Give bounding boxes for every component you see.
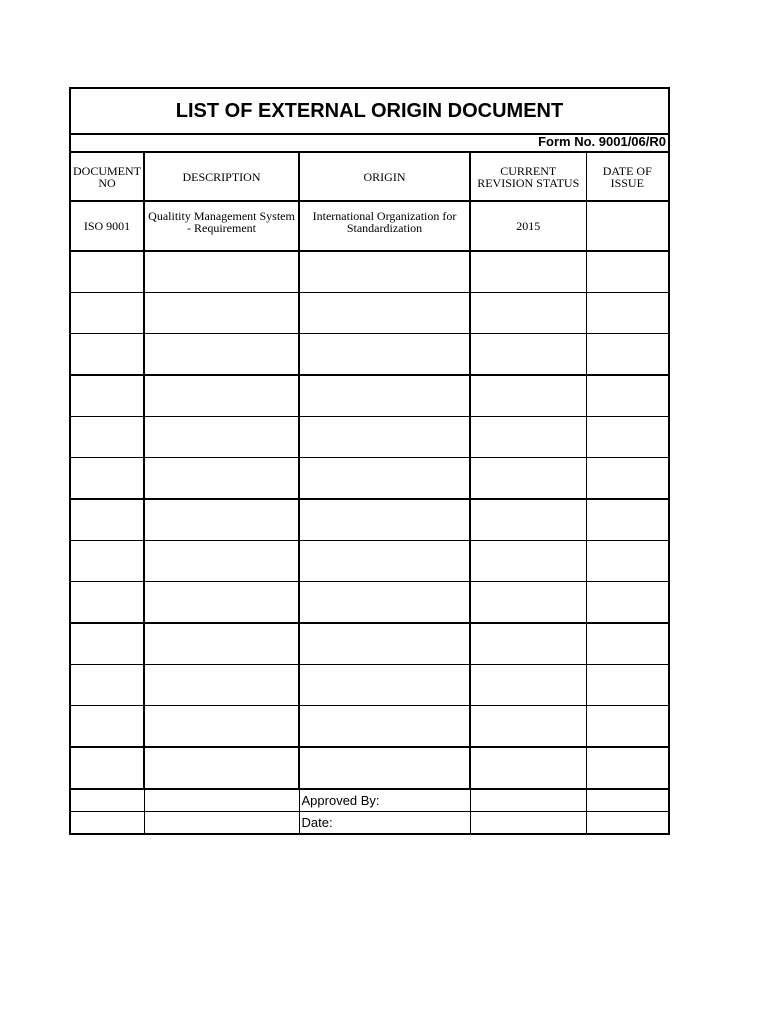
cell-date-of-issue[interactable] xyxy=(586,375,668,417)
cell-description[interactable] xyxy=(144,293,299,334)
footer-blank-cell[interactable] xyxy=(144,812,299,834)
cell-document-no[interactable]: ISO 9001 xyxy=(71,201,144,251)
cell-revision[interactable] xyxy=(470,417,586,458)
cell-date-of-issue[interactable] xyxy=(586,623,668,665)
cell-description[interactable] xyxy=(144,541,299,582)
cell-revision[interactable] xyxy=(470,706,586,748)
header-revision-status: CURRENT REVISION STATUS xyxy=(470,153,586,201)
cell-origin[interactable] xyxy=(299,334,470,376)
footer-blank-cell[interactable] xyxy=(586,789,668,812)
cell-description[interactable] xyxy=(144,417,299,458)
table-row xyxy=(71,582,668,624)
form-number: Form No. 9001/06/R0 xyxy=(71,135,668,153)
cell-origin[interactable] xyxy=(299,375,470,417)
cell-revision[interactable] xyxy=(470,458,586,500)
cell-date-of-issue[interactable] xyxy=(586,541,668,582)
header-origin: ORIGIN xyxy=(299,153,470,201)
cell-revision[interactable] xyxy=(470,623,586,665)
cell-origin[interactable] xyxy=(299,293,470,334)
table-row xyxy=(71,747,668,789)
footer-blank-cell[interactable] xyxy=(71,812,144,834)
table-row xyxy=(71,499,668,541)
cell-document-no[interactable] xyxy=(71,541,144,582)
cell-date-of-issue[interactable] xyxy=(586,747,668,789)
approved-by-row xyxy=(71,789,668,812)
cell-origin[interactable] xyxy=(299,747,470,789)
table-row xyxy=(71,665,668,706)
cell-revision[interactable] xyxy=(470,582,586,624)
footer-blank-cell[interactable] xyxy=(71,789,144,812)
cell-revision[interactable] xyxy=(470,665,586,706)
cell-description[interactable] xyxy=(144,251,299,293)
cell-document-no[interactable] xyxy=(71,458,144,500)
cell-date-of-issue[interactable] xyxy=(586,499,668,541)
document-table xyxy=(71,153,668,833)
cell-description[interactable] xyxy=(144,499,299,541)
cell-description[interactable]: Qualitity Management System - Requirement xyxy=(144,201,299,251)
table-row xyxy=(71,251,668,293)
cell-document-no[interactable] xyxy=(71,293,144,334)
cell-document-no[interactable] xyxy=(71,417,144,458)
approved-by-label: Approved By: xyxy=(299,789,470,812)
cell-origin[interactable] xyxy=(299,541,470,582)
table-row xyxy=(71,201,668,251)
cell-origin[interactable] xyxy=(299,623,470,665)
cell-date-of-issue[interactable] xyxy=(586,417,668,458)
cell-document-no[interactable] xyxy=(71,623,144,665)
cell-date-of-issue[interactable] xyxy=(586,582,668,624)
cell-description[interactable] xyxy=(144,665,299,706)
date-row xyxy=(71,812,668,834)
footer-blank-cell[interactable] xyxy=(470,812,586,834)
cell-document-no[interactable] xyxy=(71,582,144,624)
cell-date-of-issue[interactable] xyxy=(586,201,668,251)
table-row xyxy=(71,541,668,582)
table-row xyxy=(71,293,668,334)
cell-date-of-issue[interactable] xyxy=(586,665,668,706)
cell-document-no[interactable] xyxy=(71,706,144,748)
cell-date-of-issue[interactable] xyxy=(586,251,668,293)
cell-revision[interactable] xyxy=(470,334,586,376)
cell-revision[interactable] xyxy=(470,747,586,789)
cell-origin[interactable] xyxy=(299,582,470,624)
table-row xyxy=(71,417,668,458)
table-row xyxy=(71,623,668,665)
cell-date-of-issue[interactable] xyxy=(586,458,668,500)
footer-blank-cell[interactable] xyxy=(586,812,668,834)
cell-description[interactable] xyxy=(144,375,299,417)
cell-origin[interactable] xyxy=(299,665,470,706)
header-description: DESCRIPTION xyxy=(144,153,299,201)
header-document-no: DOCUMENT NO xyxy=(71,153,144,201)
cell-description[interactable] xyxy=(144,582,299,624)
cell-description[interactable] xyxy=(144,747,299,789)
table-row xyxy=(71,458,668,500)
cell-origin[interactable] xyxy=(299,251,470,293)
cell-description[interactable] xyxy=(144,706,299,748)
header-date-of-issue: DATE OF ISSUE xyxy=(586,153,668,201)
cell-document-no[interactable] xyxy=(71,375,144,417)
cell-revision[interactable] xyxy=(470,251,586,293)
cell-date-of-issue[interactable] xyxy=(586,334,668,376)
cell-origin[interactable] xyxy=(299,706,470,748)
cell-revision[interactable] xyxy=(470,293,586,334)
cell-description[interactable] xyxy=(144,334,299,376)
cell-description[interactable] xyxy=(144,623,299,665)
header-row xyxy=(71,153,668,201)
cell-document-no[interactable] xyxy=(71,665,144,706)
cell-description[interactable] xyxy=(144,458,299,500)
cell-document-no[interactable] xyxy=(71,251,144,293)
date-label: Date: xyxy=(299,812,470,834)
table-row xyxy=(71,706,668,748)
cell-origin[interactable] xyxy=(299,499,470,541)
table-row xyxy=(71,334,668,376)
footer-blank-cell[interactable] xyxy=(144,789,299,812)
cell-origin[interactable] xyxy=(299,417,470,458)
external-document-form xyxy=(69,87,670,835)
cell-revision[interactable]: 2015 xyxy=(470,201,586,251)
footer-blank-cell[interactable] xyxy=(470,789,586,812)
cell-revision[interactable] xyxy=(470,541,586,582)
table-row xyxy=(71,375,668,417)
form-title: LIST OF EXTERNAL ORIGIN DOCUMENT xyxy=(71,89,668,135)
cell-document-no[interactable] xyxy=(71,334,144,376)
cell-document-no[interactable] xyxy=(71,747,144,789)
cell-date-of-issue[interactable] xyxy=(586,293,668,334)
cell-revision[interactable] xyxy=(470,499,586,541)
cell-origin[interactable] xyxy=(299,458,470,500)
cell-revision[interactable] xyxy=(470,375,586,417)
cell-date-of-issue[interactable] xyxy=(586,706,668,748)
cell-origin[interactable]: International Organization for Standardization xyxy=(299,201,470,251)
cell-document-no[interactable] xyxy=(71,499,144,541)
